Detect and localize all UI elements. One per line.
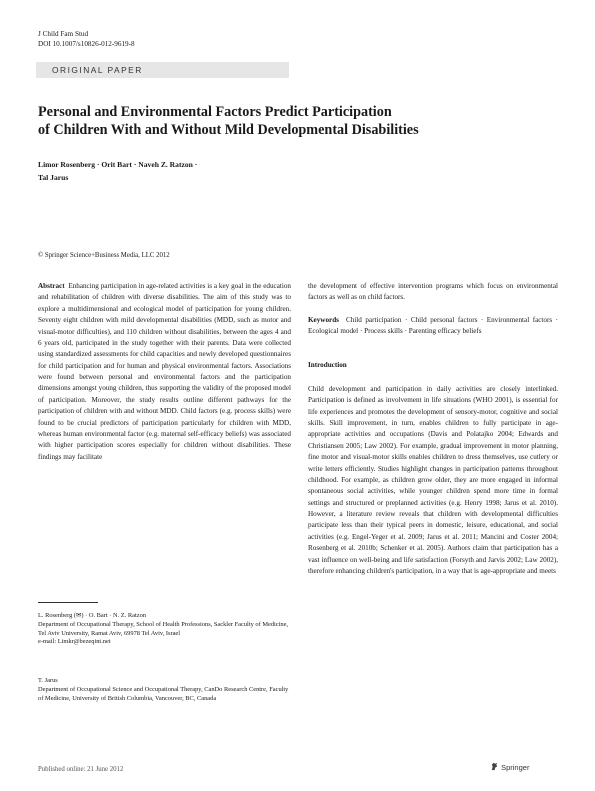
keywords-text: Child participation · Child personal factors · Environmental factors · Ecological model · Process skills · Parenting efficacy beliefs xyxy=(308,315,559,336)
left-column xyxy=(38,281,291,463)
article-type-banner xyxy=(36,62,289,78)
affiliation-1 xyxy=(38,612,291,647)
affiliation-1-email[interactable]: e-mail: Limkr@bezeqint.net xyxy=(38,638,111,646)
journal-name: J Child Fam Stud xyxy=(38,30,89,38)
abstract-text: Enhancing participation in age-related activities is a key goal in the education and rehabilitation of children with diverse disabilities. The aim of this study was to explore a multidimensional and ecological model of participation for young children. Seventy eight children with mild developmental disabilities (MDD, such as motor and visual-motor difficulties), and 110 children without disabilities, between the ages 4 and 6 years old, participated in the study together with their parents. Data were collected using standardized assessments for child capacities and newly developed questionnaires for child participation and for human and physical environmental factors. Associations were found between personal and environmental factors and the participation dimensions amongst young children, thus supporting the validity of the proposed model of participation. Moreover, the study results outline different pathways for the participation of children with and without MDD. Child factors (e.g. process skills) were found to be crucial predictors of participation particularly for children with MDD, whereas human environmental factor (e.g. maternal self-efficacy beliefs) was associated with higher participation scores especially for children without disabilities. These findings may facilitate xyxy=(38,282,292,461)
introduction-text: Child development and participation in daily activities are closely interlinked. Participation is defined as involvement in life situations (WHO 2001), is essential for life experiences and promotes the development of sensory-motor, cognitive and social skills. Skill improvement, in turn, enables children to fully participate in age-appropriate activities and occupations (Davis and Polatajko 2004; Edwards and Christiansen 2005; Law 2002). For example, gradual improvement in motor planning, fine motor and visual-motor skills enables children to dress themselves, use cutlery or write letters efficiently. Studies highlight changes in participation patterns throughout childhood. For example, as children grow older, they are more engaged in informal spontaneous social activities, while younger children spend more time in formal settings and structured or preplanned activities (e.g. Henry 1998; Jarus et al. 2010). However, a literature review reveals that children with developmental difficulties participate less than their typical peers in domestic, leisure, educational, and social activities (e.g. Engel-Yeger et al. 2009; Jarus et al. 2011; Mancini and Coster 2004; Rosenberg et al. 2010b; Schenker et al. 2005). Authors claim that participation has a vast influence on well-being and life satisfaction (Forsyth and Jarvis 2002; Law 2002), therefore enhancing children's participation, in a way that is age-appropriate and meets xyxy=(308,384,558,575)
affiliation-1-names: L. Rosenberg (✉) · O. Bart · N. Z. Ratzon xyxy=(38,612,146,619)
footnote-divider xyxy=(38,602,98,603)
published-date: Published online: 21 June 2012 xyxy=(38,766,124,773)
abstract-continued: the development of effective intervention programs which focus on environmental factors as well as on child factors. xyxy=(308,282,558,302)
article-doi: DOI 10.1007/s10826-012-9619-8 xyxy=(38,39,135,48)
keywords xyxy=(308,315,558,338)
authors-line-1: Limor Rosenberg · Orit Bart · Naveh Z. Ratzon · xyxy=(38,160,198,169)
abstract xyxy=(38,281,291,463)
abstract-label: Abstract xyxy=(38,282,65,290)
authors-line-2: Tal Jarus xyxy=(38,173,69,182)
article-type-label: ORIGINAL PAPER xyxy=(52,65,143,75)
title-line-1: Personal and Environmental Factors Predict Participation xyxy=(38,104,392,120)
affiliation-2-names: T. Jarus xyxy=(38,677,58,684)
copyright-notice: © Springer Science+Business Media, LLC 2012 xyxy=(38,252,170,259)
affiliation-2 xyxy=(38,677,291,703)
title-line-2: of Children With and Without Mild Developmental Disabilities xyxy=(38,121,419,138)
publisher-name: Springer xyxy=(501,763,530,772)
author-list xyxy=(38,158,338,184)
springer-horse-icon xyxy=(490,762,499,771)
affiliation-2-dept: Department of Occupational Science and Occupational Therapy, CanDo Research Centre, Faculty of Medicine, University of British Columbia, Vancouver, BC, Canada xyxy=(38,685,289,702)
publisher-logo xyxy=(490,762,529,772)
article-title xyxy=(38,104,568,139)
affiliation-1-dept: Department of Occupational Therapy, School of Health Professions, Sackler Faculty of Medicine, Tel Aviv University, Ramat Aviv, 69978 Tel Aviv, Israel xyxy=(38,620,289,637)
introduction-heading: Introduction xyxy=(308,360,347,369)
journal-header xyxy=(38,30,135,49)
right-column xyxy=(308,281,558,577)
keywords-label: Keywords xyxy=(308,315,339,324)
